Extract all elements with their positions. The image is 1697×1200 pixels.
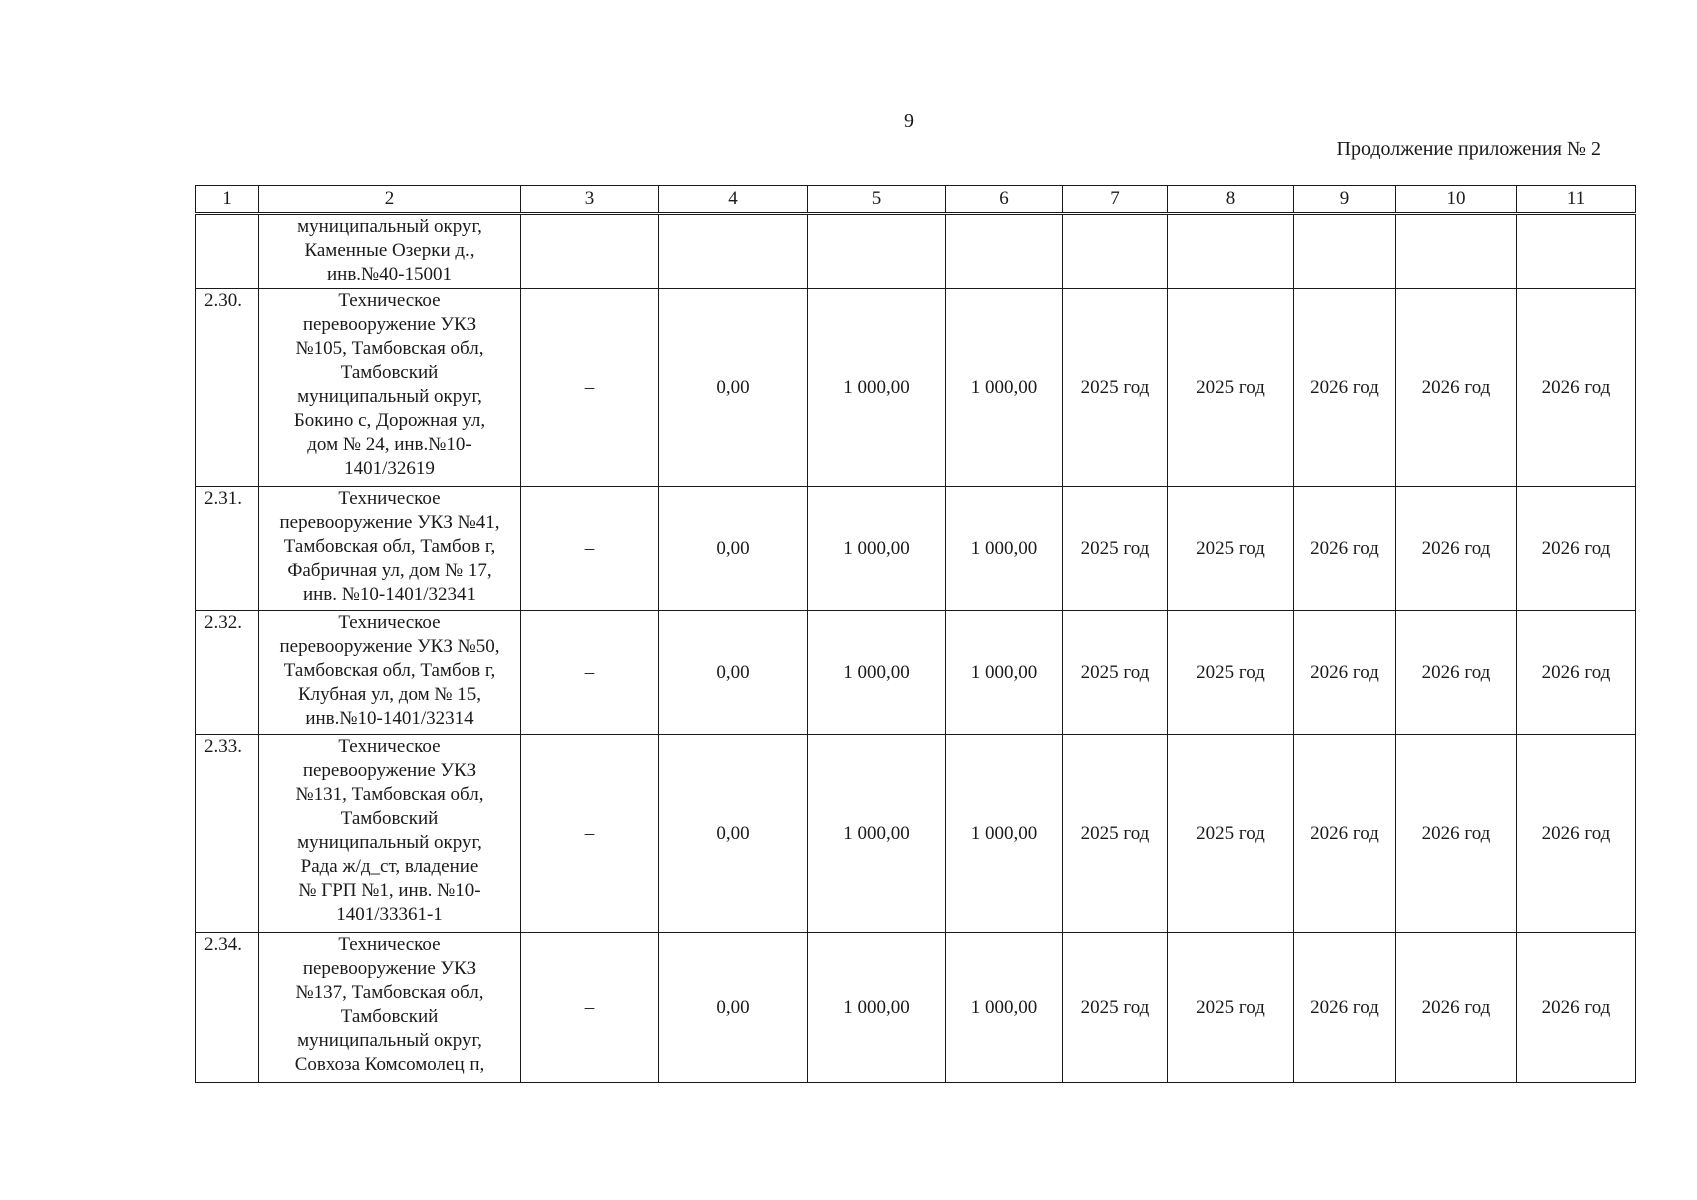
table-row bbox=[196, 933, 1636, 1083]
value-cell: 2026 год bbox=[1517, 487, 1636, 611]
value-cell: 2026 год bbox=[1396, 289, 1517, 487]
value-cell: – bbox=[521, 933, 659, 1083]
column-header: 8 bbox=[1168, 186, 1294, 214]
value-cell: 2026 год bbox=[1517, 735, 1636, 933]
value-cell: 2026 год bbox=[1396, 611, 1517, 735]
object-name-line: №137, Тамбовская обл, bbox=[295, 982, 484, 1003]
value-cell bbox=[1063, 214, 1168, 289]
row-number-cell bbox=[196, 214, 259, 289]
row-number-cell: 2.32. bbox=[196, 611, 259, 735]
value-cell: 1 000,00 bbox=[946, 735, 1063, 933]
object-name-line: Каменные Озерки д., bbox=[304, 240, 475, 261]
value-cell: 2026 год bbox=[1294, 735, 1396, 933]
object-name-line: инв. №10-1401/32341 bbox=[302, 584, 477, 605]
value-cell: 2026 год bbox=[1396, 933, 1517, 1083]
object-name-line: инв.№10-1401/32314 bbox=[305, 708, 474, 729]
value-cell: – bbox=[521, 289, 659, 487]
object-name-line: дом № 24, инв.№10- bbox=[307, 434, 472, 455]
value-cell: 1 000,00 bbox=[946, 611, 1063, 735]
object-name-line: Техническое bbox=[338, 290, 441, 311]
value-cell: 0,00 bbox=[659, 487, 808, 611]
page-number: 9 bbox=[904, 110, 914, 132]
object-name-line: Клубная ул, дом № 15, bbox=[297, 684, 481, 705]
value-cell bbox=[808, 214, 946, 289]
object-name-line: инв.№40-15001 bbox=[326, 264, 452, 285]
object-name-line: перевооружение УКЗ bbox=[302, 958, 477, 979]
value-cell bbox=[521, 214, 659, 289]
object-name-line: Техническое bbox=[338, 612, 441, 633]
value-cell bbox=[1517, 214, 1636, 289]
column-header: 10 bbox=[1396, 186, 1517, 214]
value-cell: 2025 год bbox=[1063, 289, 1168, 487]
object-name-line: Бокино с, Дорожная ул, bbox=[293, 410, 486, 431]
value-cell: 2025 год bbox=[1168, 487, 1294, 611]
value-cell: – bbox=[521, 611, 659, 735]
column-header: 3 bbox=[521, 186, 659, 214]
value-cell: – bbox=[521, 735, 659, 933]
column-header: 2 bbox=[259, 186, 521, 214]
object-name-line: перевооружение УКЗ №41, bbox=[279, 512, 500, 533]
value-cell: 2026 год bbox=[1396, 735, 1517, 933]
table-row bbox=[196, 487, 1636, 611]
object-name-line: Совхоза Комсомолец п, bbox=[294, 1054, 485, 1075]
table-row bbox=[196, 611, 1636, 735]
object-name-line: муниципальный округ, bbox=[297, 216, 482, 237]
value-cell: 2026 год bbox=[1396, 487, 1517, 611]
value-cell bbox=[659, 214, 808, 289]
object-name-line: №105, Тамбовская обл, bbox=[295, 338, 484, 359]
object-name-line: №131, Тамбовская обл, bbox=[295, 784, 484, 805]
object-name-line: перевооружение УКЗ bbox=[302, 760, 477, 781]
object-name-line: 1401/33361-1 bbox=[336, 904, 443, 925]
column-header: 1 bbox=[196, 186, 259, 214]
column-header: 6 bbox=[946, 186, 1063, 214]
value-cell: 1 000,00 bbox=[946, 487, 1063, 611]
value-cell: 1 000,00 bbox=[808, 611, 946, 735]
table-header-row bbox=[196, 186, 1636, 214]
value-cell: 0,00 bbox=[659, 735, 808, 933]
column-header: 9 bbox=[1294, 186, 1396, 214]
table-row bbox=[196, 289, 1636, 487]
value-cell: 2026 год bbox=[1294, 611, 1396, 735]
value-cell: 2026 год bbox=[1294, 487, 1396, 611]
object-name-line: перевооружение УКЗ №50, bbox=[279, 636, 500, 657]
object-name-cell bbox=[259, 487, 521, 611]
value-cell: 2025 год bbox=[1168, 735, 1294, 933]
object-name-line: Тамбовский bbox=[340, 808, 439, 829]
appendix-table bbox=[195, 185, 1636, 1083]
value-cell: 0,00 bbox=[659, 611, 808, 735]
object-name-line: Техническое bbox=[338, 488, 441, 509]
table-row bbox=[196, 214, 1636, 289]
value-cell: 2026 год bbox=[1517, 289, 1636, 487]
object-name-line: Фабричная ул, дом № 17, bbox=[287, 560, 492, 581]
row-number-cell: 2.34. bbox=[196, 933, 259, 1083]
value-cell: 2026 год bbox=[1294, 933, 1396, 1083]
object-name-line: Техническое bbox=[338, 736, 441, 757]
object-name-line: перевооружение УКЗ bbox=[302, 314, 477, 335]
value-cell: 2025 год bbox=[1063, 487, 1168, 611]
value-cell: – bbox=[521, 487, 659, 611]
value-cell: 1 000,00 bbox=[808, 289, 946, 487]
object-name-line: муниципальный округ, bbox=[297, 832, 482, 853]
value-cell bbox=[1294, 214, 1396, 289]
value-cell bbox=[1168, 214, 1294, 289]
object-name-line: муниципальный округ, bbox=[297, 386, 482, 407]
value-cell: 2025 год bbox=[1168, 933, 1294, 1083]
value-cell: 1 000,00 bbox=[946, 933, 1063, 1083]
column-header: 4 bbox=[659, 186, 808, 214]
column-header: 7 bbox=[1063, 186, 1168, 214]
object-name-cell bbox=[259, 735, 521, 933]
value-cell: 1 000,00 bbox=[808, 933, 946, 1083]
value-cell: 0,00 bbox=[659, 289, 808, 487]
value-cell: 2025 год bbox=[1063, 735, 1168, 933]
value-cell: 2026 год bbox=[1517, 933, 1636, 1083]
object-name-line: № ГРП №1, инв. №10- bbox=[298, 880, 481, 901]
object-name-line: Тамбовская обл, Тамбов г, bbox=[283, 536, 496, 557]
value-cell bbox=[1396, 214, 1517, 289]
value-cell: 2025 год bbox=[1063, 933, 1168, 1083]
value-cell: 1 000,00 bbox=[946, 289, 1063, 487]
object-name-line: 1401/32619 bbox=[344, 458, 435, 479]
row-number-cell: 2.33. bbox=[196, 735, 259, 933]
column-header: 11 bbox=[1517, 186, 1636, 214]
column-header: 5 bbox=[808, 186, 946, 214]
object-name-cell bbox=[259, 933, 521, 1083]
value-cell: 2025 год bbox=[1168, 611, 1294, 735]
value-cell: 0,00 bbox=[659, 933, 808, 1083]
value-cell: 2025 год bbox=[1063, 611, 1168, 735]
object-name-line: муниципальный округ, bbox=[297, 1030, 482, 1051]
object-name-cell bbox=[259, 214, 521, 289]
appendix-label: Продолжение приложения № 2 bbox=[1336, 138, 1601, 160]
object-name-cell bbox=[259, 289, 521, 487]
table-body bbox=[196, 186, 1636, 1083]
object-name-line: Тамбовский bbox=[340, 1006, 439, 1027]
row-number-cell: 2.31. bbox=[196, 487, 259, 611]
value-cell: 1 000,00 bbox=[808, 487, 946, 611]
row-number-cell: 2.30. bbox=[196, 289, 259, 487]
value-cell bbox=[946, 214, 1063, 289]
object-name-line: Рада ж/д_ст, владение bbox=[300, 856, 479, 877]
object-name-cell bbox=[259, 611, 521, 735]
value-cell: 1 000,00 bbox=[808, 735, 946, 933]
value-cell: 2026 год bbox=[1517, 611, 1636, 735]
object-name-line: Тамбовский bbox=[340, 362, 439, 383]
object-name-line: Тамбовская обл, Тамбов г, bbox=[283, 660, 496, 681]
object-name-line: Техническое bbox=[338, 934, 441, 955]
value-cell: 2026 год bbox=[1294, 289, 1396, 487]
value-cell: 2025 год bbox=[1168, 289, 1294, 487]
table-row bbox=[196, 735, 1636, 933]
